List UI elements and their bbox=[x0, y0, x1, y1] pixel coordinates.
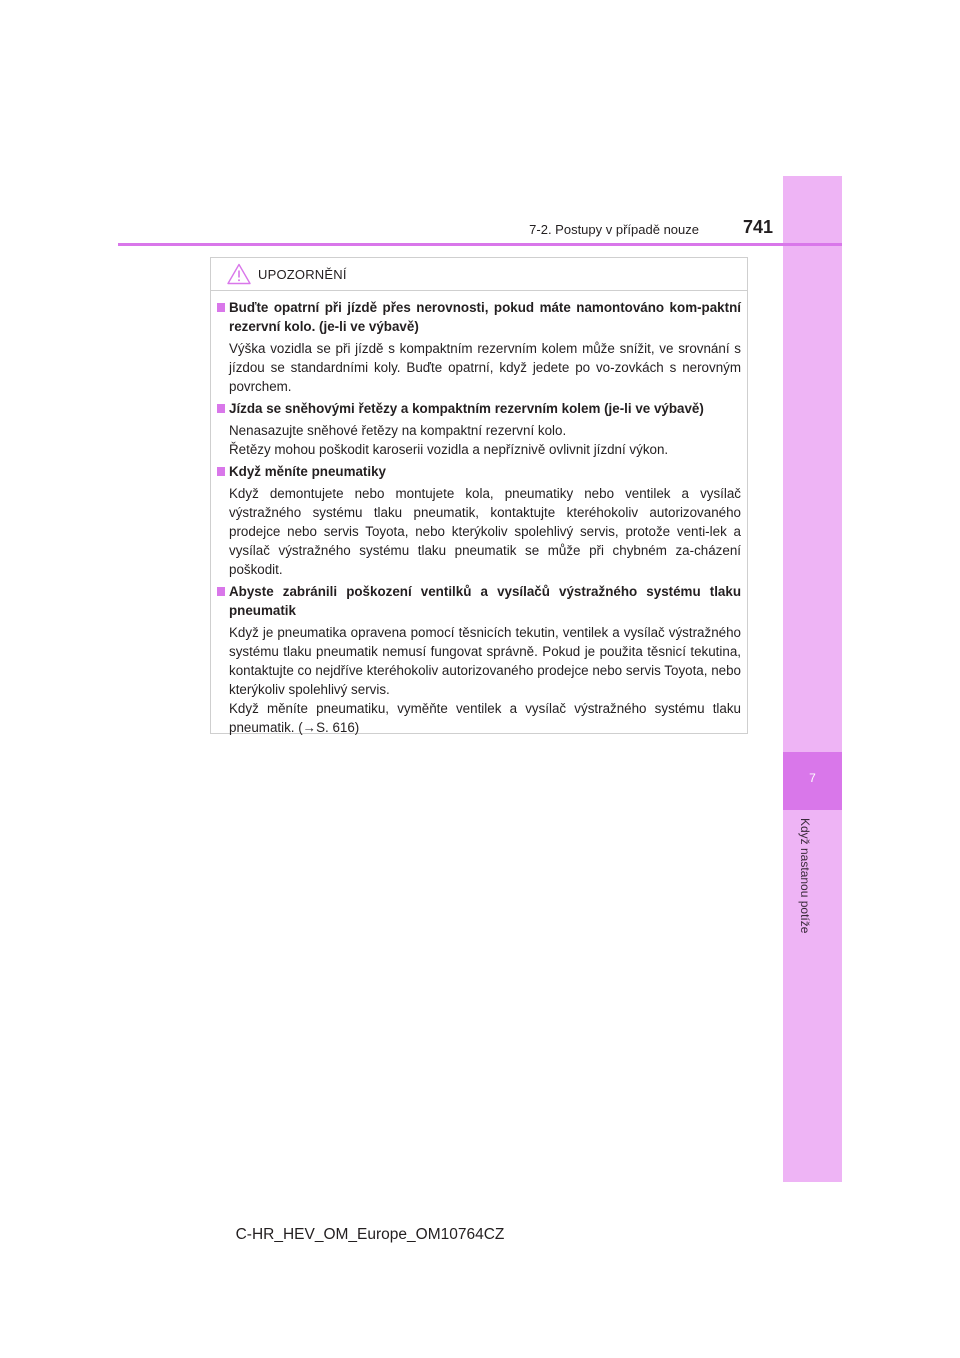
section-body bbox=[217, 484, 741, 579]
page-number: 741 bbox=[742, 217, 773, 237]
warning-header bbox=[227, 262, 347, 286]
paragraph: Když je pneumatika opravena pomocí těsnicích tekutin, ventilek a vysílač výstražného systému tlaku pneumatik nemusí fungovat správně. Pokud je použita těsnicí tekutina, kontaktujte co nejdříve kteréhokoliv autorizovaného prodejce nebo servis Toyota, nebo kterýkoliv spolehlivý servis. bbox=[229, 625, 741, 697]
warning-section bbox=[217, 462, 741, 579]
warning-section bbox=[217, 399, 741, 459]
warning-section bbox=[217, 298, 741, 396]
square-bullet-icon bbox=[217, 587, 225, 596]
header-section-title: 7-2. Postupy v případě nouze bbox=[529, 222, 699, 237]
section-heading bbox=[217, 462, 741, 481]
header-divider bbox=[118, 243, 842, 246]
chapter-number: 7 bbox=[783, 752, 842, 810]
section-heading-text: Když měníte pneumatiky bbox=[229, 464, 387, 479]
square-bullet-icon bbox=[217, 467, 225, 476]
warning-divider bbox=[211, 290, 747, 291]
warning-content bbox=[217, 298, 741, 740]
paragraph: Nenasazujte sněhové řetězy na kompaktní rezervní kolo. bbox=[229, 423, 567, 438]
section-body bbox=[217, 339, 741, 396]
section-heading bbox=[217, 582, 741, 620]
section-heading bbox=[217, 298, 741, 336]
section-heading-text: Buďte opatrní při jízdě přes nerovnosti, pokud máte namontováno kom-paktní rezervní kolo. (je-li ve výbavě) bbox=[229, 300, 741, 334]
section-body bbox=[217, 623, 741, 737]
paragraph: Když měníte pneumatiku, vyměňte ventilek a vysílač výstražného systému tlaku pneumatik. (→S. 616) bbox=[229, 701, 741, 735]
paragraph: Když demontujete nebo montujete kola, pneumatiky nebo ventilek a vysílač výstražného systému tlaku pneumatik, kontaktujte kteréhokoliv autorizovaného prodejce nebo servis Toyota, nebo kterýkoliv spolehlivý servis, protože venti-lek a vysílač výstražného systému tlaku pneumatik se může při chybném za-cházení poškodit. bbox=[229, 486, 741, 577]
chapter-title: Když nastanou potíže bbox=[798, 818, 812, 934]
square-bullet-icon bbox=[217, 303, 225, 312]
section-heading-text: Abyste zabránili poškození ventilků a vysílačů výstražného systému tlaku pneumatik bbox=[229, 584, 741, 618]
section-heading-text: Jízda se sněhovými řetězy a kompaktním rezervním kolem (je-li ve výbavě) bbox=[229, 401, 704, 416]
warning-box bbox=[210, 257, 748, 734]
side-tab bbox=[783, 176, 842, 1182]
warning-section bbox=[217, 582, 741, 737]
section-body bbox=[217, 421, 741, 459]
paragraph: Výška vozidla se při jízdě s kompaktním rezervním kolem může snížit, ve srovnání s jízdou se standardními koly. Buďte opatrní, když jedete po vo-zovkách s nerovným povrchem. bbox=[229, 341, 741, 394]
square-bullet-icon bbox=[217, 404, 225, 413]
warning-title: UPOZORNĚNÍ bbox=[258, 266, 347, 282]
section-heading bbox=[217, 399, 741, 418]
document-code: C-HR_HEV_OM_Europe_OM10764CZ bbox=[235, 1226, 505, 1243]
paragraph: Řetězy mohou poškodit karoserii vozidla a nepříznivě ovlivnit jízdní výkon. bbox=[229, 442, 669, 457]
warning-triangle-icon bbox=[227, 263, 251, 285]
